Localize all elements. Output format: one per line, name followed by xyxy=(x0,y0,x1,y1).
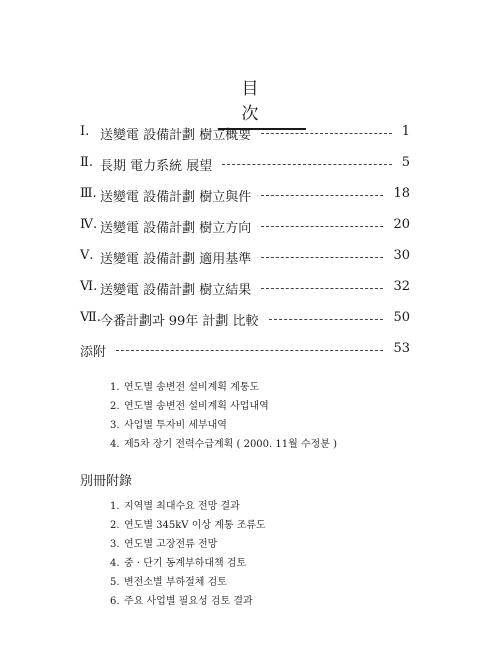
toc-page: 5 xyxy=(401,155,410,170)
toc-row-appendix xyxy=(80,341,410,372)
toc-label: 送變電 設備計劃 樹立結果 xyxy=(100,283,252,298)
leader-dots xyxy=(261,226,383,227)
toc-label: 長期 電力系統 展望 xyxy=(100,159,213,174)
leader-dots xyxy=(269,319,384,320)
leader-dots xyxy=(261,133,391,134)
appendix-item: 4. 제5차 장기 전력수급계획 ( 2000. 11월 수정분 ) xyxy=(110,439,338,450)
appendix-label: 添附 xyxy=(80,345,107,360)
leader-dots xyxy=(222,164,391,165)
toc-label: 今番計劃과 99年 計劃 比較 xyxy=(100,314,259,329)
toc-number: Ⅶ. xyxy=(80,310,101,325)
leader-dots xyxy=(116,350,383,351)
toc-number: Ⅱ. xyxy=(80,155,93,170)
toc-page: 18 xyxy=(393,186,410,201)
separate-item: 1. 지역별 최대수요 전망 결과 xyxy=(110,501,240,512)
toc-row-4 xyxy=(80,217,410,248)
toc-label: 送變電 設備計劃 樹立概要 xyxy=(100,128,252,143)
leader-dots xyxy=(261,257,383,258)
toc-row-5 xyxy=(80,248,410,279)
appendix-item: 2. 연도별 송변전 설비계획 사업내역 xyxy=(110,401,269,412)
toc-page: 1 xyxy=(401,124,410,139)
toc-row-7 xyxy=(80,310,410,341)
toc-row-1 xyxy=(80,124,410,155)
separate-item: 4. 중 · 단기 동계부하대책 검토 xyxy=(110,558,247,569)
toc-row-2 xyxy=(80,155,410,186)
toc-row-6 xyxy=(80,279,410,310)
leader-dots xyxy=(261,288,383,289)
toc-number: Ⅴ. xyxy=(80,248,94,263)
leader-dots xyxy=(261,195,383,196)
table-of-contents xyxy=(80,124,410,372)
toc-row-3 xyxy=(80,186,410,217)
separate-volume-heading: 別冊附錄 xyxy=(80,474,133,489)
separate-item: 3. 연도별 고장전류 전망 xyxy=(110,539,218,550)
toc-label: 送變電 設備計劃 適用基準 xyxy=(100,252,252,267)
toc-page: 50 xyxy=(393,310,410,325)
separate-item: 2. 연도별 345kV 이상 계통 조류도 xyxy=(110,520,266,531)
separate-item: 6. 주요 사업별 필요성 검토 결과 xyxy=(110,596,253,607)
toc-label: 送變電 設備計劃 樹立與件 xyxy=(100,190,252,205)
toc-page: 20 xyxy=(393,217,410,232)
toc-number: Ⅲ. xyxy=(80,186,97,201)
appendix-item: 1. 연도별 송변전 설비계획 계통도 xyxy=(110,382,260,393)
page-title: 目 次 xyxy=(218,74,306,130)
toc-page: 30 xyxy=(393,248,410,263)
appendix-item: 3. 사업별 투자비 세부내역 xyxy=(110,420,227,431)
toc-number: Ⅳ. xyxy=(80,217,98,232)
separate-item: 5. 변전소별 부하절체 검토 xyxy=(110,577,227,588)
toc-page: 53 xyxy=(393,341,410,356)
toc-page: 32 xyxy=(393,279,410,294)
toc-number: Ⅰ. xyxy=(80,124,90,139)
toc-label: 送變電 設備計劃 樹立方向 xyxy=(100,221,252,236)
toc-number: Ⅵ. xyxy=(80,279,98,294)
